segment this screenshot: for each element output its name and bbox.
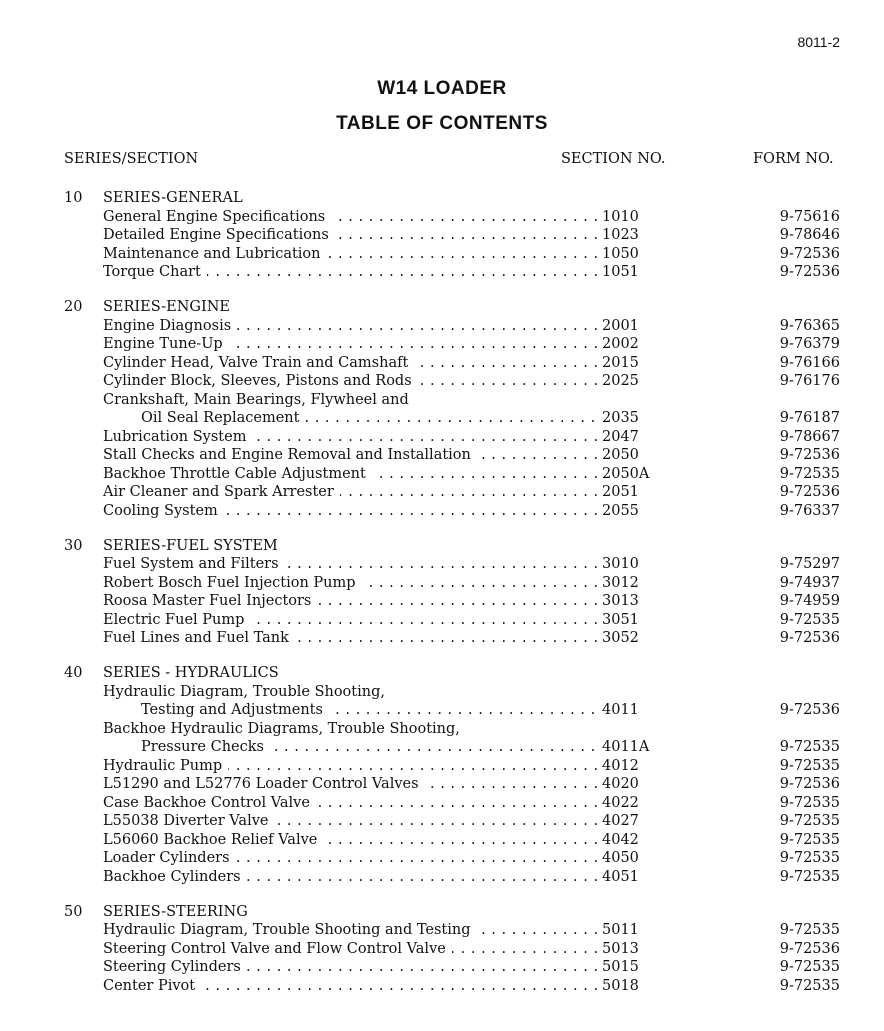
toc-entry: [0, 794, 884, 813]
entry-title: L56060 Backhoe Relief Valve: [103, 832, 323, 848]
entry-section-number: 2015: [602, 354, 639, 371]
entry-title: Case Backhoe Control Valve: [103, 795, 316, 811]
entry-form-number: 9-72536: [779, 630, 840, 646]
entry-title: Backhoe Hydraulic Diagrams, Trouble Shooting,: [103, 721, 466, 737]
toc-entry: [0, 775, 884, 794]
entry-section-number: 1051: [602, 264, 639, 280]
entry-title: Detailed Engine Specifications: [103, 227, 335, 243]
entry-section-number: 3051: [602, 611, 639, 628]
entry-leader: [103, 629, 598, 648]
entry-leader: [141, 738, 598, 757]
entry-section-number: 4022: [602, 794, 639, 811]
toc-series-group: [0, 903, 884, 996]
entry-title: Hydraulic Diagram, Trouble Shooting and Testing: [103, 922, 477, 938]
entry-section-number: 5015: [602, 959, 639, 975]
entry-leader: [103, 372, 598, 391]
entry-leader: [103, 428, 598, 447]
entry-leader: [103, 831, 598, 850]
toc-entry: [0, 555, 884, 574]
entry-section-number: 4020: [602, 776, 639, 792]
toc-entry: [0, 683, 884, 702]
toc-entry: [0, 849, 884, 868]
entry-section-number: 5018: [602, 977, 639, 994]
entry-form-number: 9-72535: [779, 813, 840, 829]
toc-entry: [0, 502, 884, 521]
series-heading-row: [0, 664, 884, 683]
toc-entry: [0, 226, 884, 245]
entry-section-number: 3010: [602, 556, 639, 572]
toc-entry: [0, 738, 884, 757]
entry-form-number: 9-76337: [779, 502, 840, 519]
entry-form-number: 9-72535: [779, 831, 840, 848]
entry-form-number: 9-72535: [779, 739, 840, 755]
entry-leader: [103, 921, 598, 940]
entry-form-number: 9-72536: [779, 940, 840, 957]
toc-entry: [0, 483, 884, 502]
series-heading-row: [0, 189, 884, 208]
toc-entry: [0, 465, 884, 484]
document-number: 8011-2: [797, 34, 840, 50]
series-heading-row: [0, 903, 884, 922]
page-title: W14 LOADER: [377, 78, 507, 99]
series-number: 50: [64, 903, 83, 920]
toc-entry: [0, 263, 884, 282]
entry-title: Cooling System: [103, 503, 224, 519]
series-number: 30: [64, 537, 83, 554]
series-number: 40: [64, 665, 83, 681]
entry-title: Steering Cylinders: [103, 959, 247, 975]
entry-title: Lubrication System: [103, 429, 252, 445]
entry-section-number: 2047: [602, 428, 639, 445]
toc-entry: [0, 611, 884, 630]
entry-title: Engine Diagnosis: [103, 318, 237, 334]
entry-form-number: 9-72536: [779, 264, 840, 280]
toc-entry: [0, 428, 884, 447]
entry-form-number: 9-72535: [779, 794, 840, 811]
entry-leader: [103, 683, 598, 702]
entry-leader: [103, 611, 598, 630]
toc-entry: [0, 372, 884, 391]
entry-leader: [103, 775, 598, 794]
toc-entry: [0, 409, 884, 428]
entry-form-number: 9-76166: [779, 354, 840, 371]
entry-leader: [103, 208, 598, 227]
page-subtitle: TABLE OF CONTENTS: [336, 113, 548, 134]
series-number: 20: [64, 299, 83, 315]
entry-form-number: 9-72535: [779, 868, 840, 885]
entry-section-number: 2025: [602, 373, 639, 389]
entry-title: Backhoe Throttle Cable Adjustment: [103, 466, 372, 482]
entry-form-number: 9-74959: [779, 593, 840, 609]
entry-leader: [103, 940, 598, 959]
entry-section-number: 2050: [602, 447, 639, 463]
entry-section-number: 4027: [602, 813, 639, 829]
entry-leader: [103, 849, 598, 868]
entry-section-number: 4011A: [602, 739, 650, 755]
entry-leader: [141, 409, 598, 428]
entry-title: Cylinder Block, Sleeves, Pistons and Rods: [103, 373, 418, 389]
entry-title: Oil Seal Replacement: [141, 410, 305, 426]
toc-entry: [0, 958, 884, 977]
entry-form-number: 9-76379: [779, 336, 840, 352]
entry-form-number: 9-74937: [779, 574, 840, 591]
entry-leader: [103, 226, 598, 245]
entry-leader: [103, 794, 598, 813]
toc-series-group: [0, 298, 884, 520]
entry-title: General Engine Specifications: [103, 209, 331, 225]
entry-leader: [103, 977, 598, 996]
series-title: SERIES-GENERAL: [103, 190, 243, 206]
toc-entry: [0, 629, 884, 648]
entry-leader: [103, 391, 598, 410]
toc-entry: [0, 701, 884, 720]
entry-section-number: 2050A: [602, 465, 650, 482]
entry-form-number: 9-76176: [779, 373, 840, 389]
toc-entry: [0, 812, 884, 831]
series-title: SERIES-ENGINE: [103, 299, 230, 315]
entry-title: Testing and Adjustments: [141, 702, 329, 718]
series-title: SERIES-FUEL SYSTEM: [103, 537, 278, 554]
entry-leader: [103, 812, 598, 831]
entry-title: Steering Control Valve and Flow Control Valve: [103, 941, 452, 957]
column-header-series: SERIES/SECTION: [64, 151, 199, 167]
toc-entry: [0, 446, 884, 465]
toc-entry: [0, 391, 884, 410]
series-title: SERIES - HYDRAULICS: [103, 665, 279, 681]
entry-leader: [103, 245, 598, 264]
entry-title: L55038 Diverter Valve: [103, 813, 274, 829]
entry-section-number: 4011: [602, 702, 639, 718]
toc-entry: [0, 940, 884, 959]
entry-leader: [103, 502, 598, 521]
entry-section-number: 2055: [602, 502, 639, 519]
entry-section-number: 2002: [602, 336, 639, 352]
entry-title: Electric Fuel Pump: [103, 612, 250, 628]
column-header-section-number: SECTION NO.: [561, 151, 666, 167]
entry-section-number: 4051: [602, 868, 639, 885]
entry-leader: [103, 958, 598, 977]
toc-series-group: [0, 189, 884, 282]
entry-form-number: 9-76365: [779, 317, 840, 334]
entry-form-number: 9-72536: [779, 702, 840, 718]
entry-leader: [103, 868, 598, 887]
toc-entry: [0, 757, 884, 776]
entry-section-number: 3012: [602, 574, 639, 591]
entry-section-number: 3013: [602, 593, 639, 609]
entry-title: Robert Bosch Fuel Injection Pump: [103, 575, 362, 591]
toc-entry: [0, 317, 884, 336]
entry-title: Cylinder Head, Valve Train and Camshaft: [103, 355, 414, 371]
entry-section-number: 2051: [602, 484, 639, 500]
entry-title: Loader Cylinders: [103, 850, 236, 866]
entry-leader: [103, 263, 598, 282]
toc-series-group: [0, 537, 884, 648]
entry-title: Roosa Master Fuel Injectors: [103, 593, 317, 609]
entry-form-number: 9-72535: [779, 977, 840, 994]
toc-entry: [0, 245, 884, 264]
entry-title: L51290 and L52776 Loader Control Valves: [103, 776, 425, 792]
entry-form-number: 9-78667: [779, 428, 840, 445]
entry-section-number: 1050: [602, 245, 639, 262]
entry-leader: [103, 465, 598, 484]
entry-title: Backhoe Cylinders: [103, 869, 247, 885]
entry-section-number: 2035: [602, 410, 639, 426]
toc-entry: [0, 921, 884, 940]
entry-form-number: 9-72535: [779, 465, 840, 482]
entry-form-number: 9-72535: [779, 611, 840, 628]
entry-section-number: 4050: [602, 850, 639, 866]
toc-entry: [0, 977, 884, 996]
entry-form-number: 9-72535: [779, 922, 840, 938]
entry-leader: [141, 701, 598, 720]
table-of-contents: [0, 189, 884, 1012]
toc-entry: [0, 720, 884, 739]
toc-series-group: [0, 664, 884, 886]
toc-entry: [0, 574, 884, 593]
entry-title: Fuel Lines and Fuel Tank: [103, 630, 295, 646]
entry-form-number: 9-76187: [779, 410, 840, 426]
entry-section-number: 5013: [602, 940, 639, 957]
series-heading-row: [0, 298, 884, 317]
entry-leader: [103, 446, 598, 465]
column-header-form-number: FORM NO.: [753, 151, 834, 167]
entry-form-number: 9-72536: [779, 447, 840, 463]
entry-form-number: 9-72535: [779, 757, 840, 774]
entry-section-number: 5011: [602, 922, 639, 938]
entry-form-number: 9-72535: [779, 959, 840, 975]
entry-section-number: 1023: [602, 227, 639, 243]
entry-form-number: 9-75616: [779, 208, 840, 225]
entry-leader: [103, 720, 598, 739]
entry-leader: [103, 317, 598, 336]
entry-title: Fuel System and Filters: [103, 556, 285, 572]
entry-leader: [103, 555, 598, 574]
entry-title: Crankshaft, Main Bearings, Flywheel and: [103, 392, 415, 408]
entry-section-number: 3052: [602, 630, 639, 646]
entry-title: Engine Tune-Up: [103, 336, 229, 352]
toc-entry: [0, 592, 884, 611]
entry-form-number: 9-75297: [779, 556, 840, 572]
toc-entry: [0, 354, 884, 373]
entry-title: Stall Checks and Engine Removal and Installation: [103, 447, 477, 463]
toc-entry: [0, 831, 884, 850]
entry-form-number: 9-72536: [779, 776, 840, 792]
entry-title: Hydraulic Diagram, Trouble Shooting,: [103, 684, 391, 700]
entry-leader: [103, 483, 598, 502]
entry-title: Air Cleaner and Spark Arrester: [103, 484, 340, 500]
entry-section-number: 4042: [602, 831, 639, 848]
entry-leader: [103, 592, 598, 611]
toc-entry: [0, 868, 884, 887]
entry-title: Torque Chart: [103, 264, 207, 280]
entry-title: Center Pivot: [103, 978, 201, 994]
entry-leader: [103, 335, 598, 354]
toc-entry: [0, 335, 884, 354]
entry-leader: [103, 574, 598, 593]
series-title: SERIES-STEERING: [103, 903, 248, 920]
entry-section-number: 1010: [602, 208, 639, 225]
entry-form-number: 9-78646: [779, 227, 840, 243]
entry-form-number: 9-72536: [779, 484, 840, 500]
entry-section-number: 2001: [602, 317, 639, 334]
entry-title: Maintenance and Lubrication: [103, 246, 327, 262]
entry-leader: [103, 757, 598, 776]
entry-section-number: 4012: [602, 757, 639, 774]
series-heading-row: [0, 537, 884, 556]
toc-entry: [0, 208, 884, 227]
entry-form-number: 9-72535: [779, 850, 840, 866]
entry-title: Pressure Checks: [141, 739, 270, 755]
entry-form-number: 9-72536: [779, 245, 840, 262]
series-number: 10: [64, 190, 83, 206]
entry-leader: [103, 354, 598, 373]
entry-title: Hydraulic Pump: [103, 758, 228, 774]
